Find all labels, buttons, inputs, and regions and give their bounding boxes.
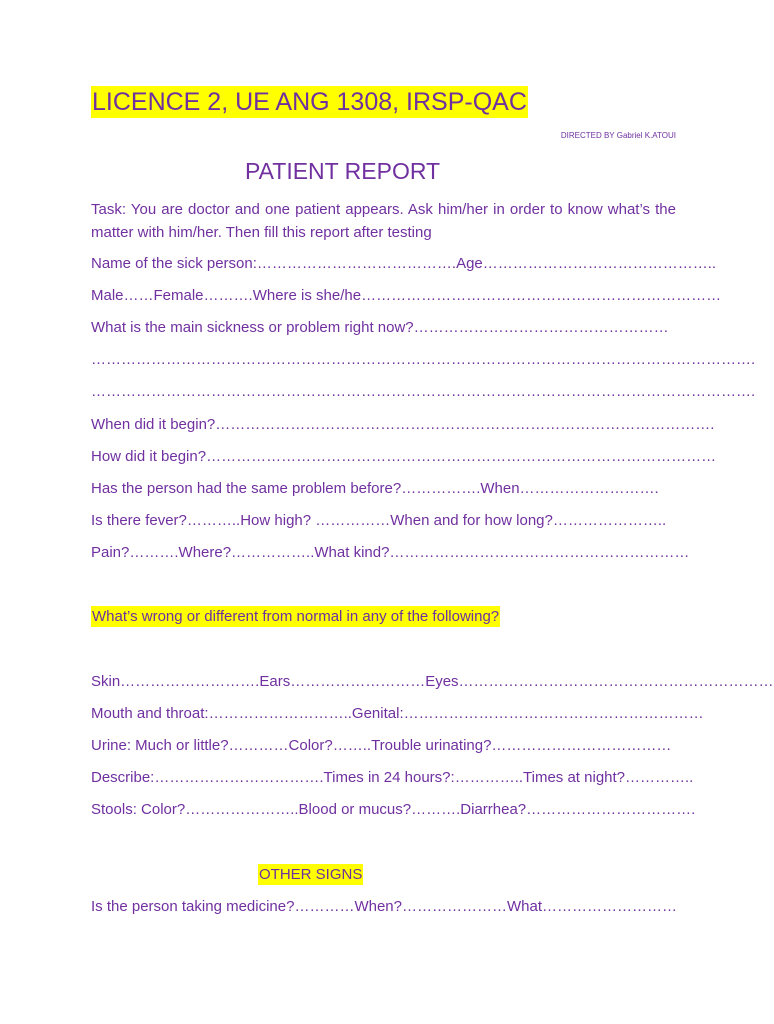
report-heading: PATIENT REPORT xyxy=(245,158,441,184)
onset-when-line: When did it begin?………………………………………………………………………………………. xyxy=(91,416,715,433)
name-age-line: Name of the sick person:………………………………….Age……………………………………….. xyxy=(91,255,717,272)
main-problem-line: What is the main sickness or problem right now?…………………………………………… xyxy=(91,319,669,336)
onset-how-line: How did it begin?………………………………………………………………………………………… xyxy=(91,448,717,465)
medicine-line: Is the person taking medicine?…………When?…………………What……………………… xyxy=(91,898,677,915)
course-title: LICENCE 2, UE ANG 1308, IRSP-QAC xyxy=(92,88,527,116)
section-question: What’s wrong or different from normal in any of the following? xyxy=(92,608,500,625)
fever-line: Is there fever?………..How high? ……………When and for how long?………………….. xyxy=(91,512,667,529)
urine-line: Urine: Much or little?…………Color?……..Trouble urinating?……………………………… xyxy=(91,737,672,754)
previous-problem-line: Has the person had the same problem before?…………….When………………………. xyxy=(91,480,659,497)
pain-line: Pain?……….Where?……………..What kind?…………………………………………………… xyxy=(91,544,690,561)
directed-by-note: DIRECTED BY Gabriel K.ATOUI xyxy=(560,131,676,140)
skin-ears-eyes-line: Skin……………………….Ears………………………Eyes……………………………………………………… xyxy=(91,673,774,690)
sex-location-line: Male……Female……….Where is she/he……………………………………………………………… xyxy=(91,287,722,304)
blank-answer-line: ……………………………………………………………………………………………………………………. xyxy=(91,383,756,400)
task-instructions: Task: You are doctor and one patient appears. Ask him/her in order to know what’s the matter with him/her. Then fill this report after testing xyxy=(91,201,676,241)
stools-line: Stools: Color?…………………..Blood or mucus?……….Diarrhea?……………………………. xyxy=(91,801,696,818)
blank-answer-line: ……………………………………………………………………………………………………………………. xyxy=(91,351,756,368)
mouth-genital-line: Mouth and throat:………………………..Genital:…………………………………………………… xyxy=(91,705,704,722)
other-signs-label: OTHER SIGNS xyxy=(259,866,363,883)
describe-times-line: Describe:…………………………….Times in 24 hours?:…………..Times at night?………….. xyxy=(91,769,694,786)
